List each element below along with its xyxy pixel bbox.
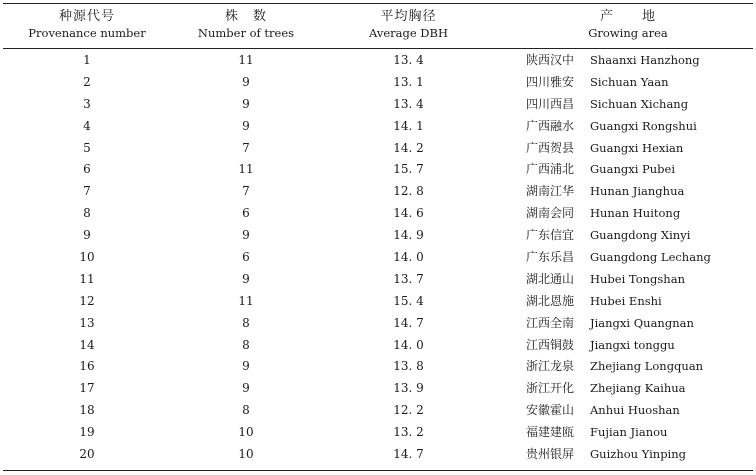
- cell-growing-area-en: Shaanxi Hanzhong: [590, 53, 700, 67]
- cell-average-dbh: 15. 4: [393, 293, 424, 308]
- cell-growing-area-en: Guangxi Pubei: [590, 162, 676, 177]
- cell-provenance-number: 9: [83, 228, 91, 243]
- table-bottom-rule: [3, 470, 753, 471]
- cell-average-dbh: 14. 0: [393, 250, 424, 265]
- cell-growing-area-en: Hubei Tongshan: [590, 271, 685, 286]
- cell-growing-area-en: Zhejiang Kaihua: [590, 381, 686, 396]
- table-row: [3, 138, 753, 160]
- cell-average-dbh: 13. 2: [393, 425, 424, 440]
- cell-number-of-trees: 8: [242, 337, 250, 352]
- header-provenance-number: [3, 8, 171, 42]
- cell-growing-area-zh: 江西全南: [526, 315, 575, 330]
- cell-growing-area-zh: 湖北恩施: [526, 293, 575, 308]
- cell-provenance-number: 5: [83, 140, 91, 155]
- cell-number-of-trees: 8: [242, 403, 250, 418]
- header-number-of-trees: [171, 8, 321, 42]
- header-average-dbh-en: Average DBH: [368, 26, 449, 40]
- cell-number-of-trees: 8: [242, 315, 250, 330]
- cell-growing-area-zh: 福建建瓯: [526, 425, 575, 440]
- table-row: [3, 159, 753, 181]
- cell-growing-area-zh: 浙江开化: [526, 381, 575, 396]
- table-row: [3, 50, 753, 72]
- table-header-rule: [3, 48, 753, 49]
- cell-provenance-number: 4: [83, 118, 91, 133]
- cell-number-of-trees: 9: [242, 359, 250, 374]
- cell-number-of-trees: 11: [238, 162, 254, 177]
- cell-provenance-number: 18: [79, 403, 95, 418]
- cell-growing-area-en: Hubei Enshi: [590, 293, 662, 308]
- table-row: [3, 247, 753, 269]
- header-average-dbh-zh: 平均胸径: [380, 9, 437, 24]
- cell-average-dbh: 15. 7: [393, 162, 424, 177]
- header-growing-area: [503, 8, 753, 42]
- cell-average-dbh: 13. 4: [393, 53, 424, 67]
- cell-provenance-number: 12: [79, 293, 95, 308]
- cell-growing-area-zh: 广西贺县: [526, 140, 575, 155]
- header-average-dbh: [321, 8, 496, 42]
- cell-provenance-number: 3: [83, 96, 91, 111]
- cell-growing-area-zh: 广东信宜: [526, 228, 575, 243]
- cell-average-dbh: 13. 8: [393, 359, 424, 374]
- cell-number-of-trees: 9: [242, 271, 250, 286]
- cell-average-dbh: 14. 7: [393, 447, 424, 462]
- table-row: [3, 225, 753, 247]
- cell-provenance-number: 1: [83, 53, 91, 67]
- header-growing-area-zh: 产 地: [599, 9, 656, 24]
- table-row: [3, 203, 753, 225]
- cell-average-dbh: 14. 1: [393, 118, 424, 133]
- cell-growing-area-en: Anhui Huoshan: [590, 403, 680, 418]
- cell-growing-area-zh: 贵州银屏: [526, 447, 575, 462]
- cell-number-of-trees: 9: [242, 228, 250, 243]
- cell-growing-area-en: Fujian Jianou: [590, 425, 668, 440]
- table-row: [3, 181, 753, 203]
- cell-number-of-trees: 7: [242, 140, 250, 155]
- cell-provenance-number: 2: [83, 74, 91, 89]
- table-row: [3, 335, 753, 357]
- cell-provenance-number: 14: [79, 337, 95, 352]
- cell-provenance-number: 10: [79, 250, 95, 265]
- cell-growing-area-zh: 陕西汉中: [526, 53, 575, 67]
- cell-growing-area-zh: 江西铜鼓: [526, 337, 575, 352]
- cell-provenance-number: 16: [79, 359, 95, 374]
- cell-provenance-number: 13: [79, 315, 95, 330]
- cell-growing-area-en: Guangxi Rongshui: [590, 118, 697, 133]
- table-row: [3, 378, 753, 400]
- cell-number-of-trees: 10: [238, 425, 254, 440]
- cell-average-dbh: 13. 1: [393, 74, 424, 89]
- cell-number-of-trees: 11: [238, 53, 254, 67]
- cell-growing-area-en: Sichuan Yaan: [590, 74, 669, 89]
- cell-growing-area-en: Jiangxi Quangnan: [590, 315, 694, 330]
- header-provenance-number-zh: 种源代号: [58, 9, 115, 24]
- cell-provenance-number: 19: [79, 425, 95, 440]
- cell-number-of-trees: 11: [238, 293, 254, 308]
- cell-growing-area-en: Sichuan Xichang: [590, 96, 689, 111]
- cell-number-of-trees: 6: [242, 206, 250, 221]
- cell-provenance-number: 8: [83, 206, 91, 221]
- cell-growing-area-zh: 湖南江华: [526, 184, 575, 199]
- cell-number-of-trees: 9: [242, 381, 250, 396]
- cell-growing-area-en: Hunan Huitong: [590, 206, 681, 221]
- table-row: [3, 422, 753, 444]
- cell-number-of-trees: 7: [242, 184, 250, 199]
- cell-average-dbh: 14. 6: [393, 206, 424, 221]
- cell-average-dbh: 12. 8: [393, 184, 424, 199]
- cell-average-dbh: 12. 2: [393, 403, 424, 418]
- header-number-of-trees-en: Number of trees: [197, 26, 295, 40]
- cell-growing-area-en: Zhejiang Longquan: [590, 359, 704, 374]
- table-row: [3, 291, 753, 313]
- cell-growing-area-en: Guangdong Xinyi: [590, 228, 691, 243]
- table-row: [3, 313, 753, 335]
- cell-growing-area-zh: 广西浦北: [526, 162, 575, 177]
- cell-provenance-number: 11: [79, 271, 95, 286]
- table-header: [3, 8, 753, 46]
- cell-provenance-number: 7: [83, 184, 91, 199]
- cell-number-of-trees: 9: [242, 74, 250, 89]
- cell-average-dbh: 14. 2: [393, 140, 424, 155]
- cell-number-of-trees: 9: [242, 96, 250, 111]
- table-row: [3, 72, 753, 94]
- table-row: [3, 444, 753, 466]
- cell-growing-area-zh: 安徽霍山: [526, 403, 575, 418]
- table-body: [3, 50, 753, 466]
- cell-number-of-trees: 9: [242, 118, 250, 133]
- cell-growing-area-zh: 浙江龙泉: [526, 359, 575, 374]
- cell-number-of-trees: 6: [242, 250, 250, 265]
- table-top-rule: [3, 3, 753, 4]
- cell-growing-area-zh: 湖南会同: [526, 206, 575, 221]
- table-row: [3, 356, 753, 378]
- cell-average-dbh: 13. 7: [393, 271, 424, 286]
- cell-growing-area-zh: 广东乐昌: [526, 250, 575, 265]
- cell-average-dbh: 14. 9: [393, 228, 424, 243]
- table-row: [3, 94, 753, 116]
- cell-growing-area-zh: 四川雅安: [526, 74, 575, 89]
- cell-provenance-number: 6: [83, 162, 91, 177]
- cell-number-of-trees: 10: [238, 447, 254, 462]
- cell-growing-area-en: Guizhou Yinping: [590, 447, 687, 462]
- table-row: [3, 269, 753, 291]
- cell-provenance-number: 17: [79, 381, 95, 396]
- table-row: [3, 116, 753, 138]
- header-growing-area-en: Growing area: [588, 26, 668, 40]
- table-row: [3, 400, 753, 422]
- cell-growing-area-en: Guangdong Lechang: [590, 250, 711, 265]
- header-number-of-trees-zh: 株 数: [224, 9, 267, 24]
- cell-growing-area-zh: 广西融水: [526, 118, 575, 133]
- cell-provenance-number: 20: [79, 447, 95, 462]
- cell-growing-area-en: Guangxi Hexian: [590, 140, 684, 155]
- cell-average-dbh: 14. 0: [393, 337, 424, 352]
- header-provenance-number-en: Provenance number: [28, 26, 146, 40]
- cell-average-dbh: 13. 9: [393, 381, 424, 396]
- cell-growing-area-zh: 四川西昌: [526, 96, 575, 111]
- cell-growing-area-en: Hunan Jianghua: [590, 184, 685, 199]
- cell-average-dbh: 13. 4: [393, 96, 424, 111]
- cell-growing-area-zh: 湖北通山: [526, 271, 575, 286]
- cell-average-dbh: 14. 7: [393, 315, 424, 330]
- cell-growing-area-en: Jiangxi tonggu: [590, 337, 675, 352]
